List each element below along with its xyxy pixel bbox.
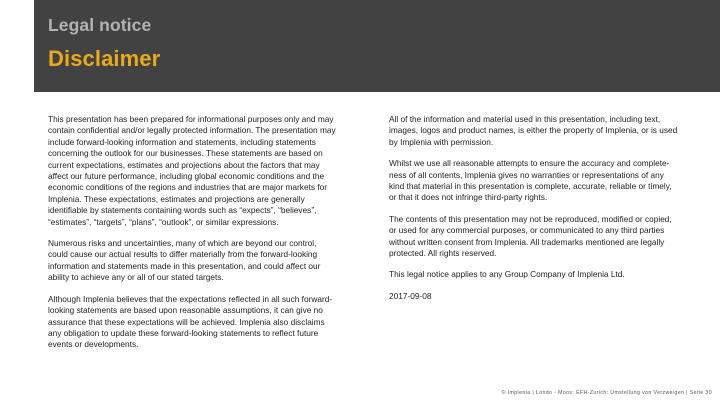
section-label: Legal notice	[48, 15, 152, 35]
right-column	[389, 114, 685, 312]
slide-footer: © Implenia | Londo - Moos: EFH-Zurich: Umstellung von Verzweigen | Seite 30	[501, 390, 712, 396]
slide-header	[34, 0, 720, 92]
disclaimer-paragraph-1: This presentation has been prepared for informational purposes only and may contain confidential and/or legally protected information. The presentation may include forward-looking information and statements, including statements concerning the outlook for our businesses. These statements are based on current expectations, estimates and projections about the factors that may affect our future performance, including global economic conditions and the economic conditions of the regions and industries that are major markets for Implenia. These expectations, estimates and projections are generally identifiable by statements containing words such as “expects”, “believes”, “estimates”, “targets”, “plans”, “outlook”, or similar expressions.	[48, 114, 336, 227]
left-column	[48, 114, 358, 361]
disclaimer-paragraph-6: The contents of this presentation may not be reproduced, modified or copied, or used for any commercial purposes, or communicated to any third parties without written consent from Implenia. All trademarks mentioned are legally protected. All rights reserved.	[389, 213, 672, 259]
document-date: 2017-09-08	[389, 290, 432, 301]
disclaimer-paragraph-4: All of the information and material used in this presentation, including text, images, logos and product names, is either the property of Implenia, or is used by Implenia with permission.	[389, 114, 678, 147]
legal-scope-note: This legal notice applies to any Group Company of Implenia Ltd.	[389, 269, 625, 280]
disclaimer-paragraph-5: Whilst we use all reasonable attempts to ensure the accuracy and complete- ness of all contents, Implenia gives no warranties or representations of any kind that material in this presentation is complete, accurate, reliable or timely, or that it does not infringe third-party rights.	[389, 158, 672, 203]
disclaimer-paragraph-3: Although Implenia believes that the expectations reflected in all such forward- looking statements are based upon reasonable assumptions, it can give no assurance that these expectations will be achieved. Implenia also disclaims any obligation to update these forward-looking statements to reflect future events or developments.	[48, 293, 333, 350]
disclaimer-paragraph-2: Numerous risks and uncertainties, many of which are beyond our control, could cause our actual results to differ materially from the forward-looking information and statements made in this presentation, and could affect our ability to achieve any or all of our stated targets.	[48, 238, 321, 283]
page-title: Disclaimer	[48, 46, 161, 71]
